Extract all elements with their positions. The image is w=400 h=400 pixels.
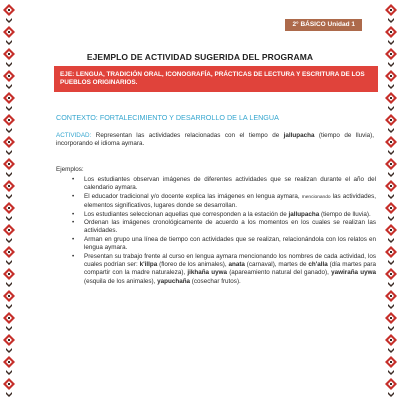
pattern-dot (8, 185, 10, 187)
example-text: (apareamiento natural del ganado), (227, 269, 332, 277)
pattern-chevron (6, 392, 12, 397)
pattern-dot (390, 31, 392, 33)
example-text: las actividades, elementos significativos, lugares donde se desarrollan. (84, 192, 376, 210)
pattern-dot (8, 141, 10, 143)
pattern-chevron (6, 194, 12, 199)
pattern-dot (8, 119, 10, 121)
example-text: Ordenan las imágenes cronológicamente de acuerdo a los momentos en los cuales se realizan las actividades. (84, 219, 376, 235)
pattern-chevron (388, 348, 394, 353)
example-term: anata (228, 261, 245, 269)
pattern-chevron (388, 216, 394, 221)
actividad-paragraph (56, 132, 374, 149)
example-term: jallupacha (288, 210, 320, 218)
pattern-dot (390, 185, 392, 187)
pattern-dot (390, 9, 392, 11)
example-term: jikhaña uywa (187, 269, 227, 277)
example-term: k'illpa (139, 261, 158, 269)
pattern-dot (8, 317, 10, 319)
bullet-icon: • (72, 210, 75, 218)
pattern-chevron (388, 172, 394, 177)
actividad-label: ACTIVIDAD: (56, 132, 92, 139)
pattern-chevron (6, 128, 12, 133)
example-text: (esquila de los animales), (84, 277, 158, 285)
pattern-chevron (6, 106, 12, 111)
pattern-chevron (388, 62, 394, 67)
example-term: ch'alla (308, 261, 328, 269)
pattern-dot (390, 383, 392, 385)
pattern-dot (390, 295, 392, 297)
pattern-dot (8, 9, 10, 11)
pattern-chevron (388, 238, 394, 243)
list-item (72, 253, 376, 287)
example-text: Presentan su trabajo frente al curso en lengua aymara mencionando los nombres de cada actividad, los cuales podrían ser: (84, 252, 376, 269)
actividad-text-after: (tiempo de lluvia), incorporando el idioma aymara. (56, 132, 374, 148)
pattern-dot (8, 75, 10, 77)
eje-banner: EJE: LENGUA, TRADICIÓN ORAL, ICONOGRAFÍA, PRÁCTICAS DE LECTURA Y ESCRITURA DE LOS PUEBLOS ORIGINARIOS. (54, 66, 378, 92)
pattern-dot (8, 383, 10, 385)
pattern-chevron (6, 304, 12, 309)
bullet-icon: • (72, 252, 75, 260)
pattern-chevron (6, 348, 12, 353)
examples-list (72, 176, 376, 286)
pattern-chevron (6, 18, 12, 23)
pattern-chevron (388, 18, 394, 23)
pattern-dot (390, 75, 392, 77)
pattern-chevron (6, 260, 12, 265)
example-text: Arman en grupo una línea de tiempo con actividades que se realizan, relacionándola con los relatos en lengua aymara. (84, 235, 376, 252)
pattern-dot (390, 163, 392, 165)
page-title: EJEMPLO DE ACTIVIDAD SUGERIDA DEL PROGRAMA (86, 52, 314, 62)
ejemplos-label: Ejemplos: (56, 166, 84, 173)
pattern-dot (8, 273, 10, 275)
pattern-chevron (388, 326, 394, 331)
pattern-chevron (388, 40, 394, 45)
example-text: Los estudiantes observan imágenes de diferentes actividades que se realizan durante el año del calendario aymara. (84, 176, 376, 192)
pattern-dot (8, 295, 10, 297)
pattern-dot (8, 339, 10, 341)
list-item (72, 176, 376, 193)
list-item (72, 236, 376, 253)
pattern-dot (390, 207, 392, 209)
pattern-chevron (6, 84, 12, 89)
pattern-chevron (388, 84, 394, 89)
example-text: Los estudiantes seleccionan aquellas que corresponden a la estación de (84, 210, 289, 218)
actividad-text-before: Representan las actividades relacionadas con el tiempo de (91, 132, 284, 139)
pattern-dot (8, 361, 10, 363)
pattern-chevron (388, 150, 394, 155)
pattern-chevron (6, 326, 12, 331)
contexto-line (56, 113, 279, 122)
list-item (72, 211, 376, 219)
pattern-dot (390, 361, 392, 363)
pattern-dot (390, 251, 392, 253)
pattern-dot (390, 317, 392, 319)
pattern-chevron (6, 40, 12, 45)
pattern-dot (390, 97, 392, 99)
bullet-icon: • (72, 176, 75, 183)
pattern-dot (390, 339, 392, 341)
pattern-chevron (6, 238, 12, 243)
grade-unit-badge: 2° BÁSICO Unidad 1 (285, 19, 362, 31)
pattern-dot (8, 163, 10, 165)
pattern-dot (8, 251, 10, 253)
pattern-dot (8, 31, 10, 33)
actividad-term: jallupacha (283, 132, 315, 139)
pattern-dot (8, 97, 10, 99)
pattern-dot (390, 273, 392, 275)
example-small-text: mencionando (301, 194, 331, 200)
pattern-chevron (388, 370, 394, 375)
pattern-chevron (388, 260, 394, 265)
bullet-icon: • (72, 235, 75, 243)
pattern-chevron (388, 304, 394, 309)
example-text: (día martes para compartir con la madre naturaleza), (84, 261, 376, 277)
contexto-label: CONTEXTO: (56, 113, 98, 122)
contexto-value: FORTALECIMIENTO Y DESARROLLO DE LA LENGUA (99, 113, 279, 122)
pattern-chevron (388, 128, 394, 133)
example-text: (floreo de los animales), (157, 261, 229, 269)
list-item (72, 219, 376, 236)
pattern-dot (8, 229, 10, 231)
pattern-chevron (6, 172, 12, 177)
pattern-dot (390, 119, 392, 121)
example-text: (carnaval), martes de (244, 261, 309, 269)
example-term: yawiraña uywa (331, 269, 376, 277)
pattern-chevron (6, 62, 12, 67)
pattern-chevron (6, 216, 12, 221)
pattern-dot (390, 141, 392, 143)
example-text: (tiempo de lluvia). (319, 210, 371, 218)
pattern-chevron (388, 282, 394, 287)
example-text: (cosechar frutos). (190, 277, 241, 285)
pattern-chevron (388, 392, 394, 397)
pattern-dot (8, 207, 10, 209)
bullet-icon: • (72, 192, 75, 200)
pattern-chevron (388, 194, 394, 199)
pattern-chevron (6, 282, 12, 287)
list-item (72, 193, 376, 211)
pattern-chevron (388, 106, 394, 111)
pattern-chevron (6, 370, 12, 375)
pattern-dot (390, 229, 392, 231)
example-term: yapuchaña (157, 277, 191, 285)
pattern-chevron (6, 150, 12, 155)
example-text: El educador tradicional y/o docente explica las imágenes en lengua aymara, (84, 192, 302, 200)
bullet-icon: • (72, 219, 75, 227)
